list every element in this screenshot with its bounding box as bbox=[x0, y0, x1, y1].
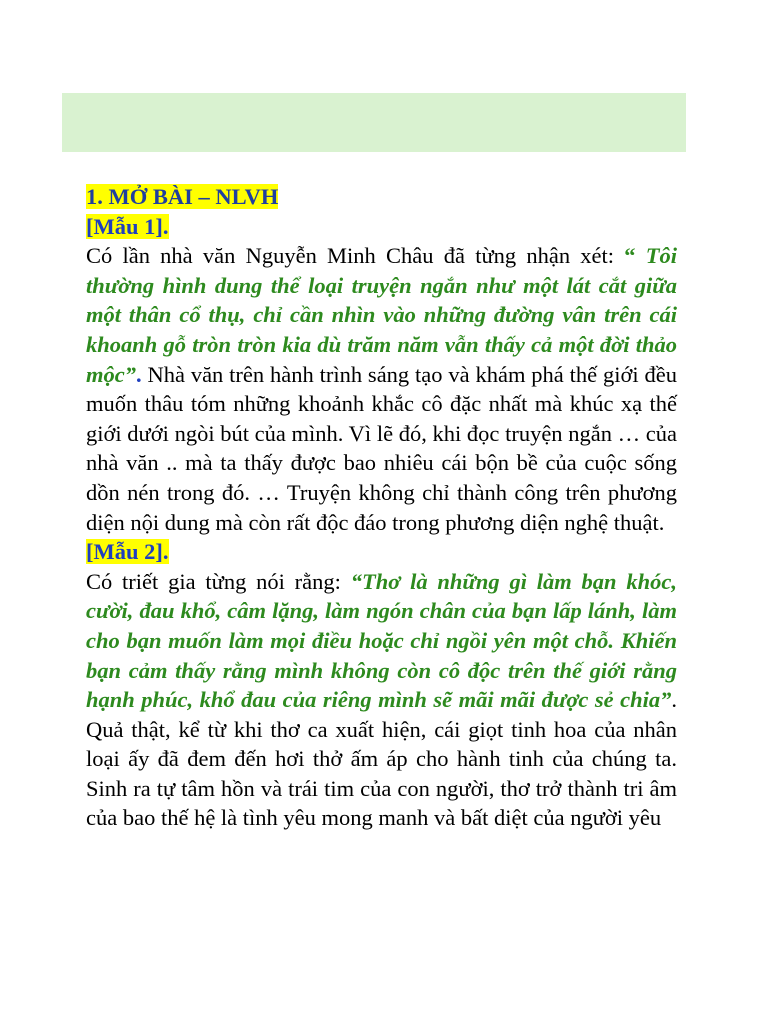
sample-2-quote-end: . bbox=[671, 687, 677, 713]
section-heading-text: 1. MỞ BÀI – NLVH bbox=[86, 184, 279, 209]
sample-1-paragraph bbox=[86, 241, 677, 537]
sample-1-body: Nhà văn trên hành trình sáng tạo và khám phá thế giới đều muốn thâu tóm những khoảnh khắc cô đặc nhất mà khúc xạ thế giới dưới ngòi bút của mình. Vì lẽ đó, khi đọc truyện ngắn … của nhà văn .. mà ta thấy được bao nhiêu cái bộn bề của cuộc sống dồn nén trong đó. … Truyện không chỉ thành công trên phương diện nội dung mà còn rất độc đáo trong phương diện nghệ thuật. bbox=[86, 361, 677, 535]
sample-2-quote: “Thơ là những gì làm bạn khóc, cười, đau khổ, câm lặng, làm ngón chân của bạn lấp lánh, làm cho bạn muốn làm mọi điều hoặc chỉ ngồi yên một chỗ. Khiến bạn cảm thấy rằng mình không còn cô độc trên thế giới rằng hạnh phúc, khổ đau của riêng mình sẽ mãi mãi được sẻ chia” bbox=[86, 568, 677, 713]
sample-2-label-line bbox=[86, 537, 677, 567]
sample-2-label: [Mẫu 2]. bbox=[86, 539, 169, 565]
header-band bbox=[62, 93, 686, 152]
sample-1-quote-open: “ bbox=[624, 243, 636, 269]
document-body bbox=[86, 182, 677, 833]
sample-2-body: Quả thật, kể từ khi thơ ca xuất hiện, cái giọt tinh hoa của nhân loại ấy đã đem đến hơi thở ấm áp cho hành tinh của chúng ta. Sinh ra tự tâm hồn và trái tim của con người, thơ trở thành tri âm của bao thế hệ là tình yêu mong manh và bất diệt của người yêu bbox=[86, 716, 677, 831]
section-heading bbox=[86, 182, 677, 212]
sample-1-label: [Mẫu 1]. bbox=[86, 213, 169, 239]
sample-1-label-line bbox=[86, 212, 677, 242]
sample-1-quote: Tôi thường hình dung thể loại truyện ngắn như một lát cắt giữa một thân cổ thụ, chỉ cần nhìn vào những đường vân trên cái khoanh gỗ tròn tròn kia dù trăm năm vẫn thấy cả một đời thảo mộc” bbox=[86, 243, 677, 387]
sample-2-lead: Có triết gia từng nói rằng: bbox=[86, 568, 351, 594]
sample-1-lead: Có lần nhà văn Nguyễn Minh Châu đã từng nhận xét: bbox=[86, 243, 625, 269]
sample-2-paragraph bbox=[86, 567, 677, 833]
sample-1-quote-end: . bbox=[136, 361, 142, 387]
